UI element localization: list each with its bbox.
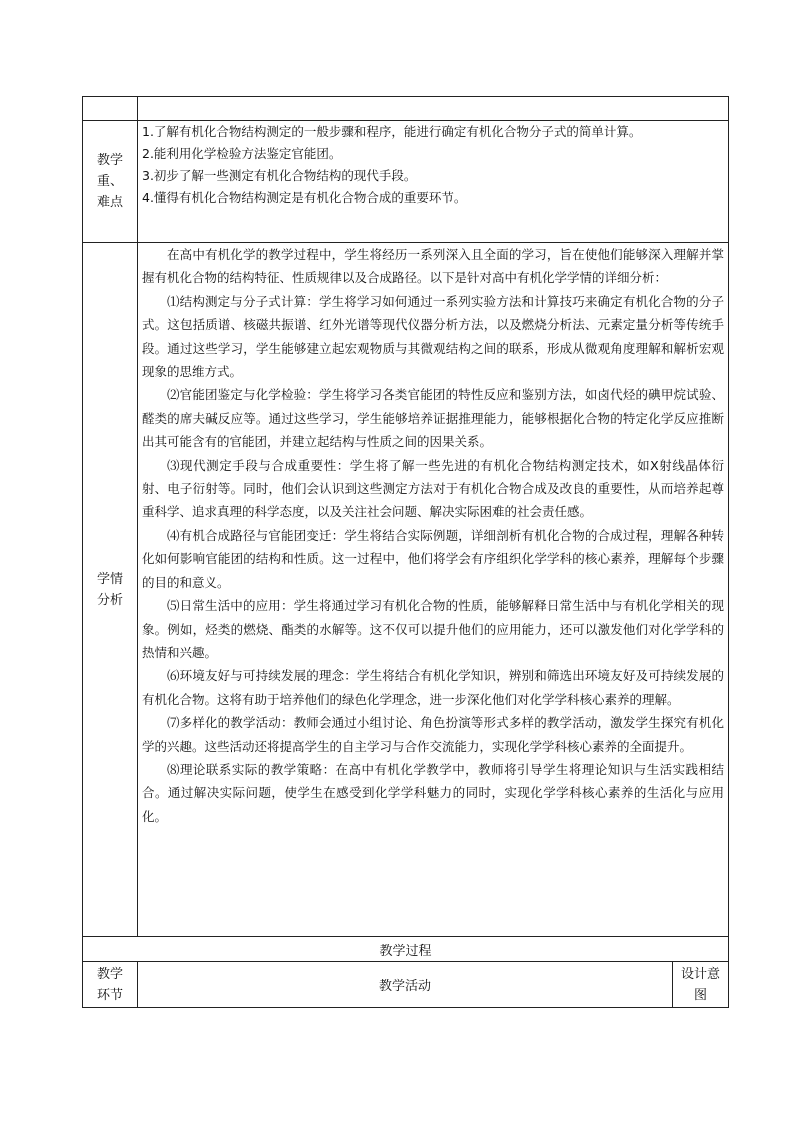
analysis-paragraph: ⑸日常生活中的应用：学生将通过学习有机化合物的性质，能够解释日常生活中与有机化学相关的现象。例如，烃类的燃烧、酯类的水解等。这不仅可以提升他们的应用能力，还可以激发他们对化学学科的热情和兴趣。 <box>142 598 724 660</box>
design-intent-header: 设计意 图 <box>673 962 729 1008</box>
analysis-paragraph: ⑵官能团鉴定与化学检验：学生将学习各类官能团的特性反应和鉴别方法，如卤代烃的碘甲烷试验、醛类的席夫碱反应等。通过这些学习，学生能够培养证据推理能力，能够根据化合物的特定化学反应推断出其可能含有的官能团，并建立起结构与性质之间的因果关系。 <box>142 387 724 450</box>
empty-cell <box>83 97 138 121</box>
empty-header-row <box>83 97 729 121</box>
process-header-row <box>83 962 729 1008</box>
analysis-paragraph: ⑶现代测定手段与合成重要性：学生将了解一些先进的有机化合物结构测定技术，如X射线晶体衍射、电子衍射等。同时，他们会认识到这些测定方法对于有机化合物合成及改良的重要性，从而培养起尊重科学、追求真理的科学态度，以及关注社会问题、解决实际困难的社会责任感。 <box>142 457 724 520</box>
section-title: 教学过程 <box>83 937 729 962</box>
stage-header: 教学 环节 <box>83 962 138 1008</box>
analysis-paragraph: ⑺多样化的教学活动：教师会通过小组讨论、角色扮演等形式多样的教学活动，激发学生探究有机化学的兴趣。这些活动还将提高学生的自主学习与合作交流能力，实现化学学科核心素养的全面提升。 <box>142 715 724 754</box>
analysis-paragraph: ⑷有机合成路径与官能团变迁：学生将结合实际例题，详细剖析有机化合物的合成过程，理解各种转化如何影响官能团的结构和性质。这一过程中，他们将学会有序组织化学学科的核心素养，理解每个步骤的目的和意义。 <box>142 527 724 590</box>
focus-item: 2.能利用化学检验方法鉴定官能团。 <box>142 146 342 161</box>
analysis-paragraph: ⑹环境友好与可持续发展的理念：学生将结合有机化学知识，辨别和筛选出环境友好及可持续发展的有机化合物。这将有助于培养他们的绿色化学理念，进一步深化他们对化学学科核心素养的理解。 <box>142 668 724 707</box>
analysis-paragraph: ⑻理论联系实际的教学策略：在高中有机化学教学中，教师将引导学生将理论知识与生活实践相结合。通过解决实际问题，使学生在感受到化学学科魅力的同时，实现化学学科核心素养的生活化与应用化。 <box>142 761 724 824</box>
focus-item: 1.了解有机化合物结构测定的一般步骤和程序，能进行确定有机化合物分子式的简单计算。 <box>142 124 642 139</box>
focus-item: 3.初步了解一些测定有机化合物结构的现代手段。 <box>142 168 417 183</box>
lesson-plan-table <box>82 96 729 1008</box>
focus-content <box>138 121 729 243</box>
focus-row <box>83 121 729 243</box>
activity-header: 教学活动 <box>138 962 673 1008</box>
focus-label: 教学 重、 难点 <box>83 121 138 243</box>
analysis-content <box>138 243 729 937</box>
focus-item: 4.懂得有机化合物结构测定是有机化合物合成的重要环节。 <box>142 190 467 205</box>
empty-cell <box>138 97 729 121</box>
analysis-row <box>83 243 729 937</box>
analysis-label: 学情 分析 <box>83 243 138 937</box>
analysis-paragraph: 在高中有机化学的教学过程中，学生将经历一系列深入且全面的学习，旨在使他们能够深入理解并掌握有机化合物的结构特征、性质规律以及合成路径。以下是针对高中有机化学学情的详细分析： <box>142 247 724 286</box>
analysis-paragraph: ⑴结构测定与分子式计算：学生将学习如何通过一系列实验方法和计算技巧来确定有机化合物的分子式。这包括质谱、核磁共振谱、红外光谱等现代仪器分析方法，以及燃烧分析法、元素定量分析等传统手段。通过这些学习，学生能够建立起宏观物质与其微观结构之间的联系，形成从微观角度理解和解析宏观现象的思维方式。 <box>142 293 724 380</box>
process-title-row <box>83 937 729 962</box>
